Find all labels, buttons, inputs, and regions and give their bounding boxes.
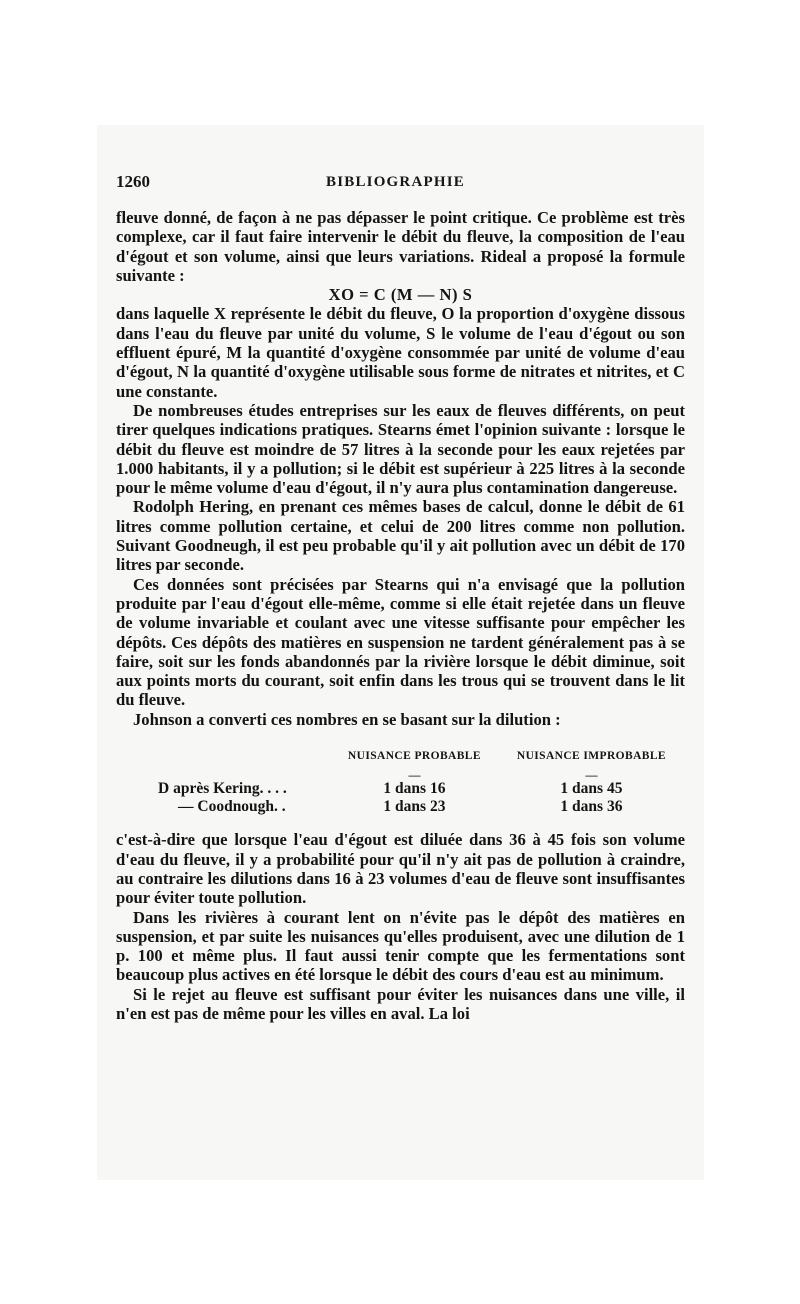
dilution-table: [116, 747, 685, 816]
paragraph-7: c'est-à-dire que lorsque l'eau d'égout est diluée dans 36 à 45 fois son volume d'eau du fleuve, il y a probabilité pour qu'il n'y ait pas de pollution à craindre, au contraire les dilutions dans 16 à 23 volumes d'eau de fleuve sont insuffisantes pour éviter toute pollution.: [116, 830, 685, 908]
paragraph-1: fleuve donné, de façon à ne pas dépasser le point critique. Ce problème est très complexe, car il faut faire intervenir le débit du fleuve, la composition de l'eau d'égout et son volume, ainsi que leurs variations. Rideal a proposé la formule suivante :: [116, 208, 685, 285]
table-dash-improbable: —: [585, 768, 598, 783]
paragraph-5: Ces données sont précisées par Stearns qui n'a envisagé que la pollution produite par l'eau d'égout elle-même, comme si elle était rejetée dans un fleuve de volume invariable et coulant avec une vitesse suffisante pour empêcher les dépôts. Ces dépôts des matières en suspension ne tardent généralement pas à se faire, soit sur les fonds abandonnés par la rivière lorsque le débit diminue, soit aux points morts du courant, soit enfin dans les trous qui se trouvent dans le lit du fleuve.: [116, 574, 685, 710]
page-header: [116, 172, 684, 194]
table-row: [116, 780, 685, 798]
formula: XO = C (M — N) S: [328, 285, 473, 305]
table-row-source: D après Kering. . . .: [158, 780, 287, 798]
paragraph-2: dans laquelle X représente le débit du fleuve, O la proportion d'oxygène dissous dans l'eau du fleuve par unité du volume, S le volume de l'eau d'égout ou son effluent épuré, M la quantité d'oxygène consommée par unité de volume d'eau d'égout, N la quantité d'oxygène utilisable sous forme de nitrates et nitrites, et C une constante.: [116, 304, 685, 401]
paragraph-4: Rodolph Hering, en prenant ces mêmes bases de calcul, donne le débit de 61 litres comme pollution certaine, et celui de 200 litres comme non pollution. Suivant Goodneugh, il est peu probable qu'il y ait pollution avec un débit de 170 litres par seconde.: [116, 497, 685, 575]
table-dash-probable: —: [408, 768, 421, 783]
table-row-probable: 1 dans 23: [383, 798, 446, 816]
table-row: [116, 798, 685, 816]
paragraph-8: Dans les rivières à courant lent on n'évite pas le dépôt des matières en suspension, et par suite les nuisances qu'elles produisent, avec une dilution de 1 p. 100 et même plus. Il faut aussi tenir compte que les fermentations sont beaucoup plus actives en été lorsque le débit des cours d'eau est au minimum.: [116, 907, 685, 985]
table-row-improbable: 1 dans 36: [560, 798, 623, 816]
table-header-source: [116, 747, 331, 770]
page-number: 1260: [116, 172, 150, 191]
table-header-improbable: NUISANCE IMPROBABLE: [516, 750, 666, 763]
table-row-source: — Coodnough. .: [178, 798, 286, 816]
table-header-probable: NUISANCE PROBABLE: [347, 750, 481, 763]
table-row-improbable: 1 dans 45: [560, 780, 623, 798]
paragraph-3: De nombreuses études entreprises sur les eaux de fleuves différents, on peut tirer quelques indications pratiques. Stearns émet l'opinion suivante : lorsque le débit du fleuve est moindre de 57 litres à la seconde pour les eaux rejetées par 1.000 habitants, il y a pollution; si le débit est supérieur à 225 litres à la seconde pour le même volume d'eau d'égout, il n'y aura plus contamination dangereuse.: [116, 400, 685, 498]
paragraph-6: Johnson a converti ces nombres en se basant sur la dilution :: [133, 709, 561, 729]
table-dash-empty: [116, 770, 331, 780]
table-header-row: [116, 747, 685, 770]
running-head: BIBLIOGRAPHIE: [326, 174, 465, 190]
table-dash-row: [116, 770, 685, 780]
paragraph-9: Si le rejet au fleuve est suffisant pour éviter les nuisances dans une ville, il n'en est pas de même pour les villes en aval. La loi: [116, 984, 685, 1023]
body-text: [116, 208, 685, 1023]
table-row-probable: 1 dans 16: [383, 780, 446, 798]
